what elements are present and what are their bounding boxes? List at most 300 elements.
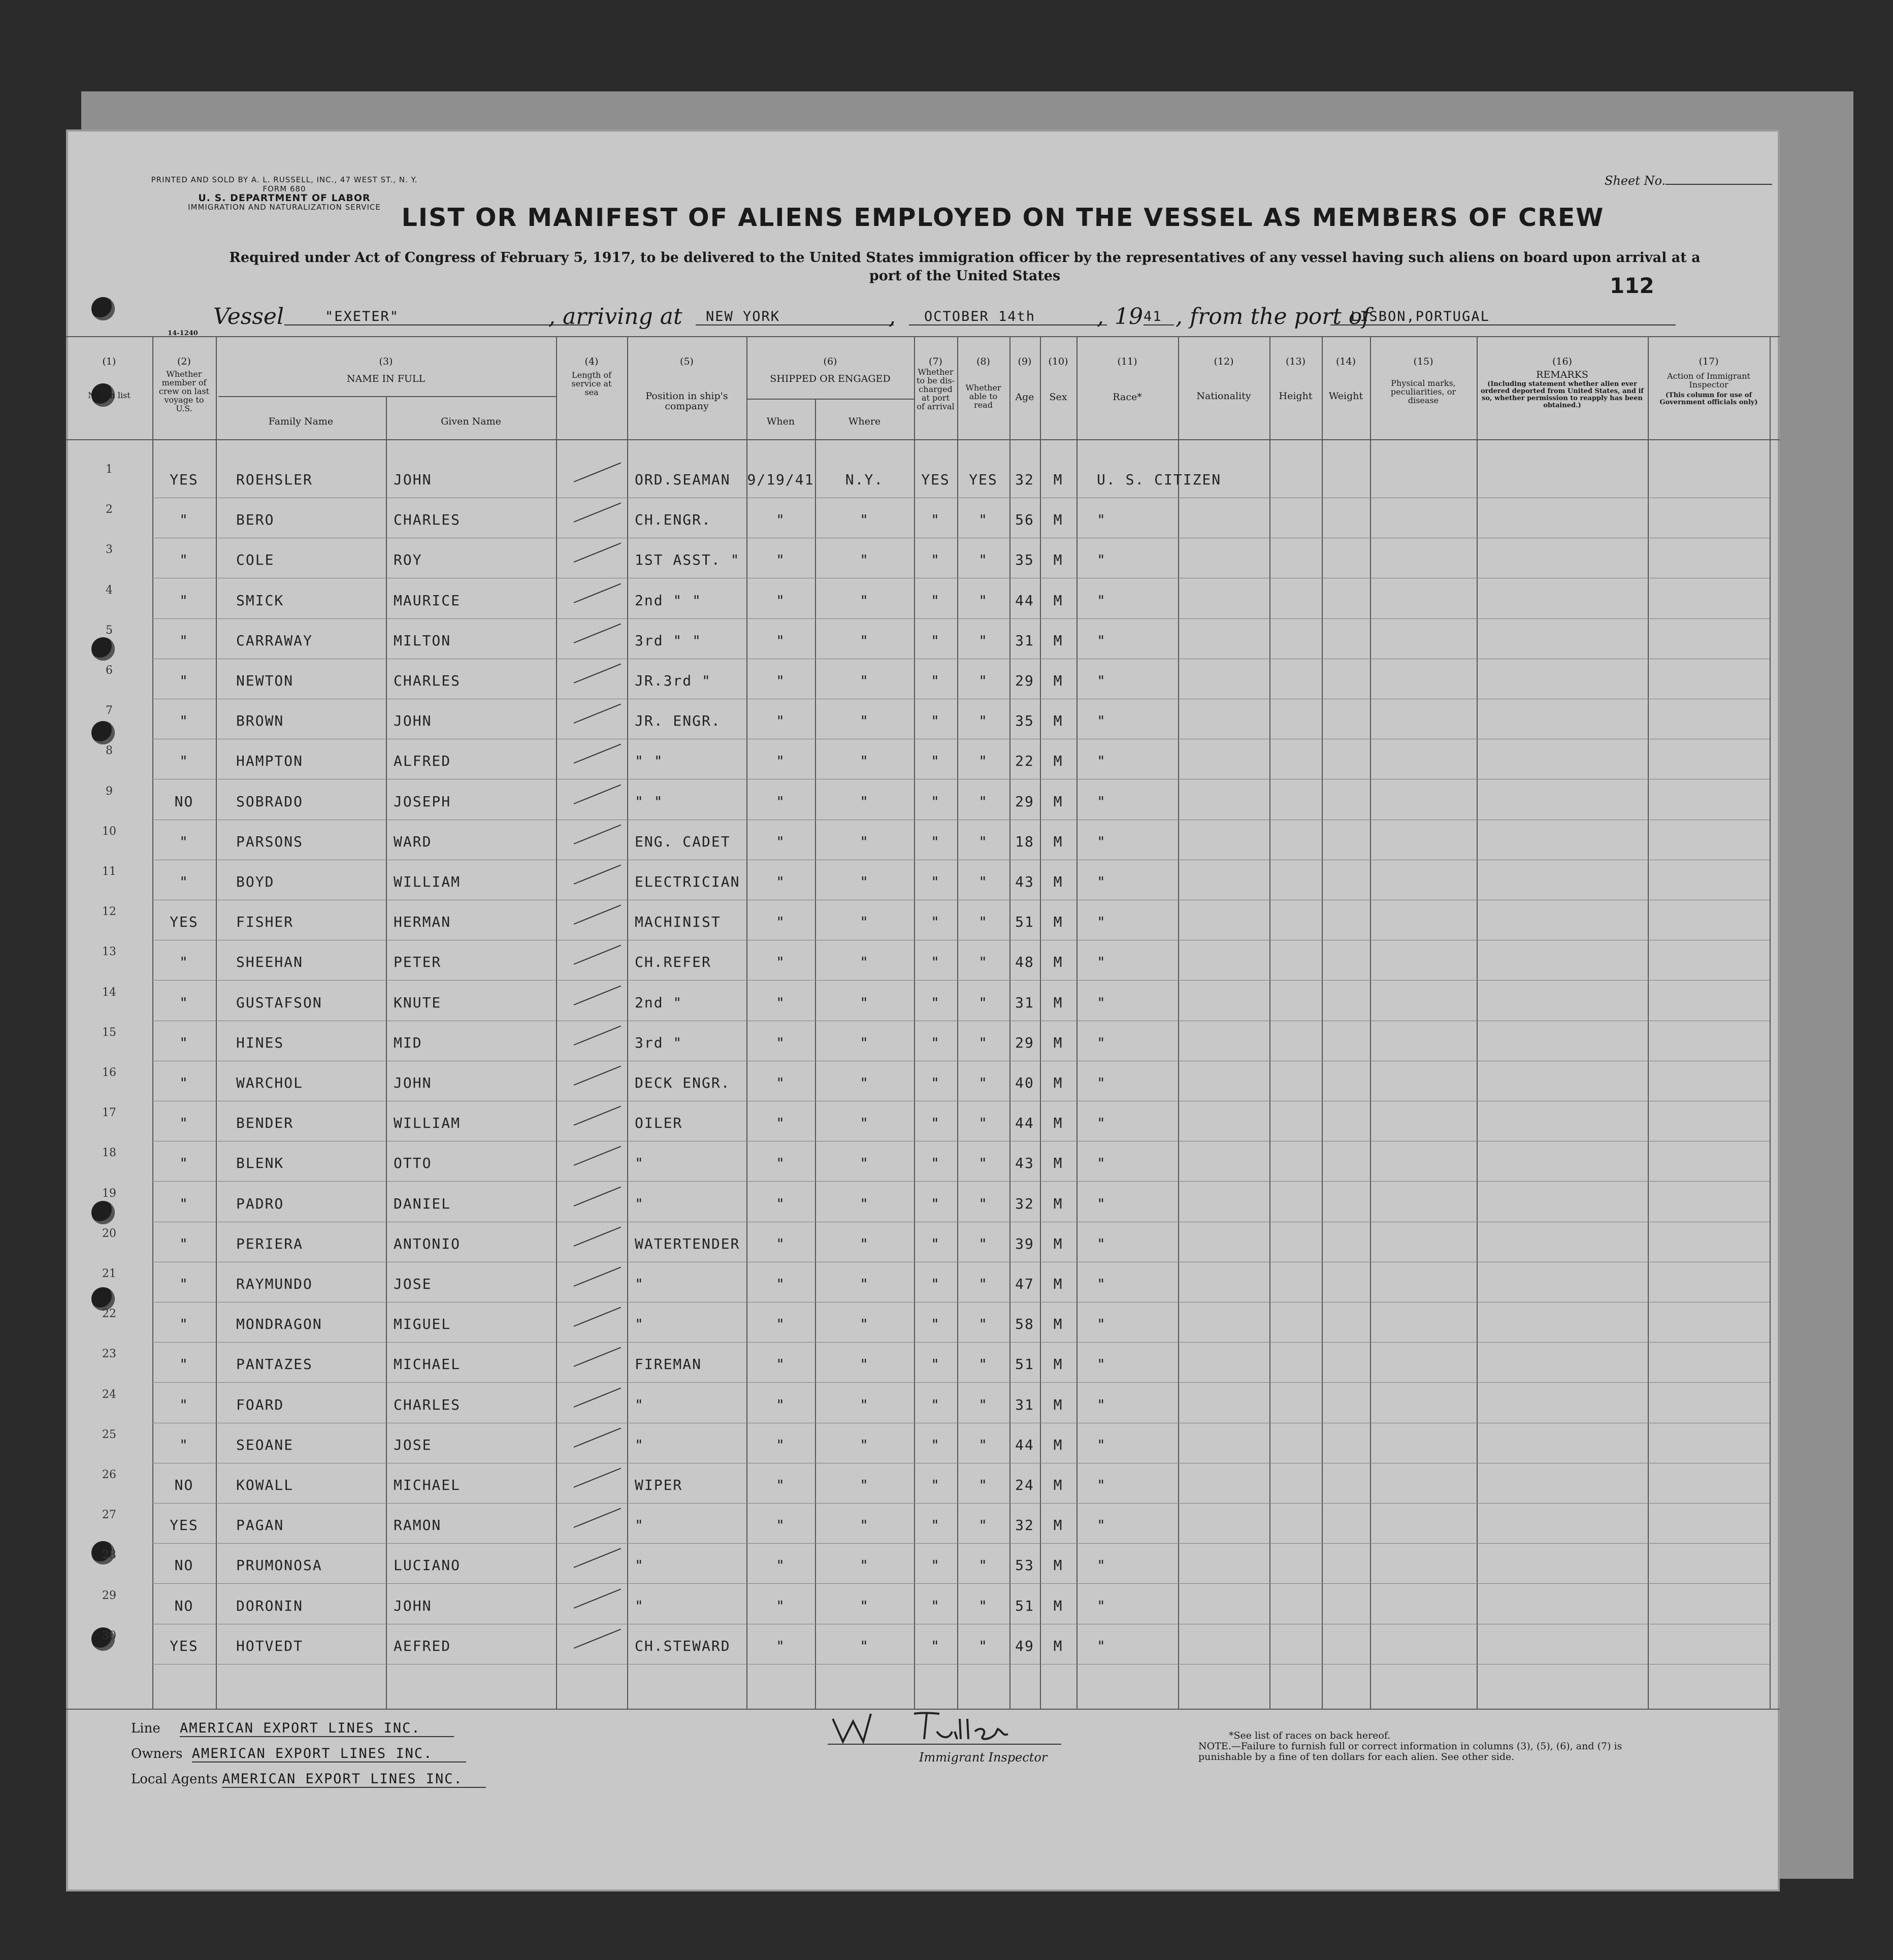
given-name-cell: JOHN: [394, 1597, 432, 1614]
position-cell: ": [635, 1517, 644, 1534]
row-number: 25: [102, 1428, 116, 1441]
position-cell: CH.REFER: [635, 954, 711, 971]
table-row: [66, 1147, 1780, 1190]
table-row: [66, 945, 1780, 989]
position-cell: 1ST ASST. ": [635, 551, 740, 569]
arriving-label: , arriving at: [548, 304, 682, 330]
sheet-no-blank: [1666, 174, 1772, 185]
col14-num: (14): [1335, 356, 1356, 367]
table-row: [66, 986, 1780, 1030]
able-to-read-cell: ": [978, 954, 988, 971]
family-name-cell: COLE: [236, 551, 275, 569]
footer-note: [1198, 1730, 1655, 1762]
given-name-cell: CHARLES: [394, 511, 461, 529]
able-to-read-cell: ": [978, 712, 988, 730]
table-row: [66, 1066, 1780, 1110]
prior-voyage-cell: YES: [170, 1637, 199, 1654]
row-number: 13: [102, 945, 116, 959]
table-row: [66, 1308, 1780, 1351]
header-bottom-rule: [66, 439, 1780, 440]
col11-num: (11): [1117, 356, 1137, 367]
sheet-no-label: Sheet No.: [1605, 174, 1666, 188]
able-to-read-cell: ": [978, 1396, 988, 1413]
family-name-cell: BLENK: [236, 1155, 284, 1172]
family-name-cell: FISHER: [236, 913, 294, 931]
race-cell: ": [1097, 592, 1106, 609]
prior-voyage-cell: NO: [174, 1477, 194, 1493]
position-cell: ": [635, 1396, 644, 1413]
able-to-read-cell: ": [978, 1276, 988, 1292]
position-cell: 2nd " ": [635, 592, 702, 609]
given-name-cell: MILTON: [394, 632, 451, 649]
col6-label: SHIPPED OR ENGAGED: [770, 373, 891, 384]
col4-num: (4): [584, 356, 599, 367]
family-name-cell: CARRAWAY: [236, 632, 313, 649]
position-cell: CH.STEWARD: [635, 1637, 731, 1654]
where-header: Where: [848, 416, 881, 427]
able-to-read-cell: ": [978, 793, 988, 810]
position-cell: " ": [635, 793, 664, 810]
prior-voyage-cell: ": [179, 753, 189, 770]
prior-voyage-cell: ": [179, 873, 189, 890]
table-row: [66, 463, 1780, 507]
sex-cell: M: [1053, 712, 1063, 730]
family-name-cell: SEOANE: [236, 1436, 294, 1453]
shipped-where-cell: ": [860, 511, 869, 529]
discharged-cell: ": [931, 1597, 940, 1614]
sex-cell: M: [1053, 672, 1063, 689]
form-number: FORM 680: [263, 184, 306, 193]
given-name-cell: WARD: [394, 833, 432, 850]
age-cell: 44: [1015, 1436, 1034, 1453]
discharged-cell: ": [931, 551, 940, 569]
position-cell: ": [635, 1155, 644, 1172]
family-name-header: Family Name: [268, 416, 334, 427]
position-cell: ": [635, 1316, 644, 1333]
shipped-where-cell: ": [860, 913, 869, 931]
line-field: [131, 1720, 454, 1737]
shipped-when-cell: ": [776, 1436, 786, 1453]
shipped-where-cell: ": [860, 1597, 869, 1614]
sex-cell: M: [1053, 511, 1063, 529]
sex-cell: M: [1053, 873, 1063, 890]
age-cell: 48: [1015, 954, 1034, 971]
prior-voyage-cell: ": [179, 833, 189, 850]
given-name-cell: WILLIAM: [394, 873, 461, 890]
table-row: [66, 865, 1780, 909]
given-name-cell: RAMON: [394, 1517, 442, 1534]
table-row: [66, 1509, 1780, 1552]
given-name-cell: DANIEL: [394, 1195, 451, 1212]
given-name-cell: MAURICE: [394, 592, 461, 609]
given-name-cell: PETER: [394, 954, 442, 971]
prior-voyage-cell: ": [179, 1316, 189, 1333]
age-cell: 29: [1015, 1034, 1034, 1051]
shipped-where-cell: ": [860, 1195, 869, 1212]
discharged-cell: ": [931, 672, 940, 689]
discharged-cell: ": [931, 1034, 940, 1051]
sex-cell: M: [1053, 1195, 1063, 1212]
able-to-read-cell: ": [978, 1235, 988, 1252]
table-row: [66, 1388, 1780, 1432]
prior-voyage-cell: ": [179, 1235, 189, 1252]
table-row: [66, 1187, 1780, 1231]
agents-value: AMERICAN EXPORT LINES INC.: [222, 1771, 486, 1788]
shipped-when-cell: ": [776, 1074, 786, 1091]
family-name-cell: NEWTON: [236, 672, 294, 689]
given-name-header: Given Name: [441, 416, 501, 427]
table-row: [66, 1629, 1780, 1673]
able-to-read-cell: ": [978, 833, 988, 850]
given-name-cell: KNUTE: [394, 994, 442, 1011]
prior-voyage-cell: ": [179, 712, 189, 730]
position-cell: ": [635, 1436, 644, 1453]
age-cell: 29: [1015, 793, 1034, 810]
row-rule: [152, 1503, 1770, 1504]
discharged-cell: ": [931, 511, 940, 529]
race-cell: ": [1097, 632, 1106, 649]
able-to-read-cell: ": [978, 994, 988, 1011]
col16-note: (Including statement whether alien ever ordered deported from United States, and if so, whether permission to reapply has been obtained.): [1481, 380, 1644, 409]
shipped-when-cell: ": [776, 1597, 786, 1614]
family-name-cell: WARCHOL: [236, 1074, 304, 1091]
department-name: U. S. DEPARTMENT OF LABOR: [198, 192, 371, 204]
age-cell: 53: [1015, 1557, 1034, 1574]
row-rule: [152, 1543, 1770, 1544]
shipped-when-cell: ": [776, 1356, 786, 1373]
row-rule: [152, 1382, 1770, 1383]
able-to-read-cell: ": [978, 1557, 988, 1574]
discharged-cell: ": [931, 1155, 940, 1172]
family-name-cell: PERIERA: [236, 1235, 304, 1252]
family-name-cell: SOBRADO: [236, 793, 304, 810]
given-name-cell: HERMAN: [394, 913, 451, 931]
table-row: [66, 1468, 1780, 1512]
race-cell: ": [1097, 712, 1106, 730]
family-name-cell: PARSONS: [236, 833, 304, 850]
agents-label: Local Agents: [131, 1772, 218, 1787]
year-suffix: 41: [1144, 309, 1174, 325]
table-row: [66, 624, 1780, 668]
comma: ,: [889, 304, 896, 330]
shipped-where-cell: ": [860, 1316, 869, 1333]
position-cell: 3rd ": [635, 1034, 683, 1051]
shipped-when-cell: ": [776, 1034, 786, 1051]
races-note: *See list of races on back hereof.: [1229, 1730, 1391, 1741]
family-name-cell: BENDER: [236, 1115, 294, 1132]
position-cell: ": [635, 1597, 644, 1614]
shipped-when-cell: ": [776, 632, 786, 649]
shipped-when-cell: ": [776, 1155, 786, 1172]
sex-cell: M: [1053, 1115, 1063, 1132]
discharged-cell: ": [931, 833, 940, 850]
sex-cell: M: [1053, 1396, 1063, 1413]
discharged-cell: ": [931, 1276, 940, 1292]
shipped-where-cell: ": [860, 632, 869, 649]
race-cell: ": [1097, 1597, 1106, 1614]
sex-cell: M: [1053, 954, 1063, 971]
row-number: 29: [102, 1589, 116, 1602]
race-cell: ": [1097, 1074, 1106, 1091]
position-cell: JR. ENGR.: [635, 712, 721, 730]
race-cell: U. S. CITIZEN: [1097, 471, 1222, 488]
discharged-cell: ": [931, 1637, 940, 1654]
prior-voyage-cell: ": [179, 954, 189, 971]
prior-voyage-cell: ": [179, 592, 189, 609]
arrival-port: NEW YORK: [696, 309, 894, 325]
position-cell: JR.3rd ": [635, 672, 711, 689]
able-to-read-cell: ": [978, 632, 988, 649]
sex-cell: M: [1053, 1155, 1063, 1172]
row-rule: [152, 980, 1770, 981]
race-cell: ": [1097, 1115, 1106, 1132]
row-number: 28: [102, 1549, 116, 1562]
name-subheader-rule: [218, 396, 556, 397]
col5-num: (5): [680, 356, 694, 367]
col16-label: REMARKS: [1536, 369, 1588, 380]
shipped-where-cell: ": [860, 833, 869, 850]
shipped-when-cell: ": [776, 712, 786, 730]
race-cell: ": [1097, 1637, 1106, 1654]
race-cell: ": [1097, 913, 1106, 931]
sex-cell: M: [1053, 1276, 1063, 1292]
given-name-cell: MID: [394, 1034, 422, 1051]
sex-cell: M: [1053, 753, 1063, 770]
col13-num: (13): [1285, 356, 1305, 367]
sex-cell: M: [1053, 994, 1063, 1011]
age-cell: 44: [1015, 1115, 1034, 1132]
able-to-read-cell: ": [978, 1436, 988, 1453]
family-name-cell: PADRO: [236, 1195, 284, 1212]
shipped-where-cell: ": [860, 793, 869, 810]
discharged-cell: ": [931, 632, 940, 649]
row-number: 11: [102, 865, 116, 878]
given-name-cell: ROY: [394, 551, 422, 569]
row-rule: [152, 1181, 1770, 1182]
family-name-cell: BERO: [236, 511, 275, 529]
shipped-when-cell: ": [776, 753, 786, 770]
sex-cell: M: [1053, 1557, 1063, 1574]
prior-voyage-cell: YES: [170, 471, 199, 488]
page-title: LIST OR MANIFEST OF ALIENS EMPLOYED ON THE VESSEL AS MEMBERS OF CREW: [401, 203, 1605, 232]
table-row: [66, 1589, 1780, 1633]
prior-voyage-cell: NO: [174, 793, 194, 810]
shipped-where-cell: ": [860, 551, 869, 569]
discharged-cell: ": [931, 712, 940, 730]
shipped-where-cell: ": [860, 1034, 869, 1051]
shipped-when-cell: ": [776, 994, 786, 1011]
given-name-cell: CHARLES: [394, 1396, 461, 1413]
age-cell: 24: [1015, 1477, 1034, 1493]
row-number: 21: [102, 1267, 116, 1280]
position-cell: " ": [635, 753, 664, 770]
prior-voyage-cell: ": [179, 1155, 189, 1172]
age-cell: 35: [1015, 551, 1034, 569]
able-to-read-cell: ": [978, 1637, 988, 1654]
shipped-when-cell: ": [776, 1637, 786, 1654]
age-cell: 51: [1015, 1356, 1034, 1373]
age-cell: 31: [1015, 994, 1034, 1011]
row-number: 3: [106, 543, 113, 557]
prior-voyage-cell: ": [179, 511, 189, 529]
row-number: 1: [106, 463, 113, 476]
family-name-cell: PAGAN: [236, 1517, 284, 1534]
age-cell: 49: [1015, 1637, 1034, 1654]
table-row: [66, 1348, 1780, 1391]
col1-label: No. on list: [88, 390, 130, 400]
age-cell: 18: [1015, 833, 1034, 850]
sex-cell: M: [1053, 592, 1063, 609]
shipped-where-cell: ": [860, 1155, 869, 1172]
race-cell: ": [1097, 1517, 1106, 1534]
discharged-cell: ": [931, 994, 940, 1011]
race-cell: ": [1097, 1356, 1106, 1373]
table-row: [66, 704, 1780, 748]
table-row: [66, 744, 1780, 788]
discharged-cell: ": [931, 913, 940, 931]
age-cell: 47: [1015, 1276, 1034, 1292]
shipped-where-cell: ": [860, 1276, 869, 1292]
shipped-where-cell: ": [860, 873, 869, 890]
table-row: [66, 1267, 1780, 1311]
given-name-cell: JOSE: [394, 1276, 432, 1292]
race-cell: ": [1097, 1155, 1106, 1172]
shipped-when-cell: ": [776, 1195, 786, 1212]
from-label: , from the port of: [1176, 304, 1370, 330]
col10-num: (10): [1048, 356, 1068, 367]
row-number: 23: [102, 1348, 116, 1361]
able-to-read-cell: ": [978, 1517, 988, 1534]
shipped-when-cell: 9/19/41: [747, 471, 814, 488]
age-cell: 40: [1015, 1074, 1034, 1091]
shipped-when-cell: ": [776, 1235, 786, 1252]
col2-num: (2): [177, 356, 191, 367]
sex-cell: M: [1053, 1637, 1063, 1654]
row-number: 2: [106, 503, 113, 516]
shipped-where-cell: ": [860, 954, 869, 971]
owners-label: Owners: [131, 1746, 183, 1761]
col10-label: Sex: [1049, 391, 1067, 403]
position-cell: MACHINIST: [635, 913, 721, 931]
prior-voyage-cell: ": [179, 1276, 189, 1292]
sex-cell: M: [1053, 913, 1063, 931]
inspector-label: Immigrant Inspector: [919, 1750, 1048, 1765]
col9-label: Age: [1015, 391, 1034, 403]
row-number: 22: [102, 1308, 116, 1321]
shipped-when-cell: ": [776, 1115, 786, 1132]
col8-num: (8): [976, 356, 990, 367]
sex-cell: M: [1053, 1034, 1063, 1051]
row-rule: [152, 1342, 1770, 1343]
family-name-cell: BOYD: [236, 873, 275, 890]
shipped-where-cell: ": [860, 1637, 869, 1654]
origin-port: LISBON,PORTUGAL: [1330, 309, 1676, 325]
shipped-where-cell: ": [860, 1356, 869, 1373]
shipped-where-cell: N.Y.: [845, 471, 884, 488]
able-to-read-cell: ": [978, 1195, 988, 1212]
position-cell: OILER: [635, 1115, 683, 1132]
discharged-cell: ": [931, 1557, 940, 1574]
table-row: [66, 664, 1780, 708]
col8-label: Whether able to read: [965, 383, 1001, 410]
able-to-read-cell: ": [978, 592, 988, 609]
position-cell: 2nd ": [635, 994, 683, 1011]
family-name-cell: FOARD: [236, 1396, 284, 1413]
race-cell: ": [1097, 1034, 1106, 1051]
age-cell: 51: [1015, 913, 1034, 931]
able-to-read-cell: ": [978, 1074, 988, 1091]
inspector-signature: [828, 1704, 1061, 1749]
shipped-when-cell: ": [776, 511, 786, 529]
col15-label: Physical marks, peculiarities, or disease: [1390, 378, 1456, 405]
sheet-no-field: [1605, 174, 1772, 188]
prior-voyage-cell: ": [179, 551, 189, 569]
table-row: [66, 1428, 1780, 1472]
shipped-when-cell: ": [776, 672, 786, 689]
when-header: When: [766, 416, 795, 427]
sex-cell: M: [1053, 1477, 1063, 1493]
shipped-when-cell: ": [776, 913, 786, 931]
col17-num: (17): [1699, 356, 1719, 367]
row-number: 8: [106, 744, 113, 758]
race-cell: ": [1097, 672, 1106, 689]
race-cell: ": [1097, 1396, 1106, 1413]
prior-voyage-cell: ": [179, 1074, 189, 1091]
table-row: [66, 785, 1780, 829]
discharged-cell: ": [931, 1356, 940, 1373]
sex-cell: M: [1053, 1597, 1063, 1614]
given-name-cell: ALFRED: [394, 753, 451, 770]
able-to-read-cell: ": [978, 1597, 988, 1614]
sex-cell: M: [1053, 551, 1063, 569]
family-name-cell: ROEHSLER: [236, 471, 313, 488]
line-label: Line: [131, 1721, 160, 1736]
service-check-mark: [574, 463, 621, 482]
shipped-when-cell: ": [776, 1316, 786, 1333]
family-name-cell: BROWN: [236, 712, 284, 730]
given-name-cell: MIGUEL: [394, 1316, 451, 1333]
row-number: 9: [106, 785, 113, 798]
race-cell: ": [1097, 1195, 1106, 1212]
prior-voyage-cell: NO: [174, 1597, 194, 1614]
race-cell: ": [1097, 793, 1106, 810]
position-cell: ": [635, 1195, 644, 1212]
vessel-label: Vessel: [213, 304, 284, 330]
col2-label: Whether member of crew on last voyage to U.S.: [158, 369, 210, 413]
row-number: 4: [106, 583, 113, 597]
given-name-cell: JOHN: [394, 1074, 432, 1091]
given-name-cell: CHARLES: [394, 672, 461, 689]
family-name-cell: DORONIN: [236, 1597, 304, 1614]
row-number: 15: [102, 1026, 116, 1039]
age-cell: 43: [1015, 873, 1034, 890]
able-to-read-cell: ": [978, 1316, 988, 1333]
position-cell: 3rd " ": [635, 632, 702, 649]
table-row: [66, 1106, 1780, 1150]
prior-voyage-cell: ": [179, 1195, 189, 1212]
discharged-cell: ": [931, 592, 940, 609]
manifest-table: [66, 325, 1780, 1711]
given-name-cell: JOSEPH: [394, 793, 451, 810]
age-cell: 29: [1015, 672, 1034, 689]
position-cell: WIPER: [635, 1477, 683, 1493]
family-name-cell: MONDRAGON: [236, 1316, 322, 1333]
prior-voyage-cell: ": [179, 1396, 189, 1413]
position-cell: FIREMAN: [635, 1356, 702, 1373]
table-row: [66, 1227, 1780, 1271]
position-cell: ": [635, 1276, 644, 1292]
shipped-where-cell: ": [860, 672, 869, 689]
